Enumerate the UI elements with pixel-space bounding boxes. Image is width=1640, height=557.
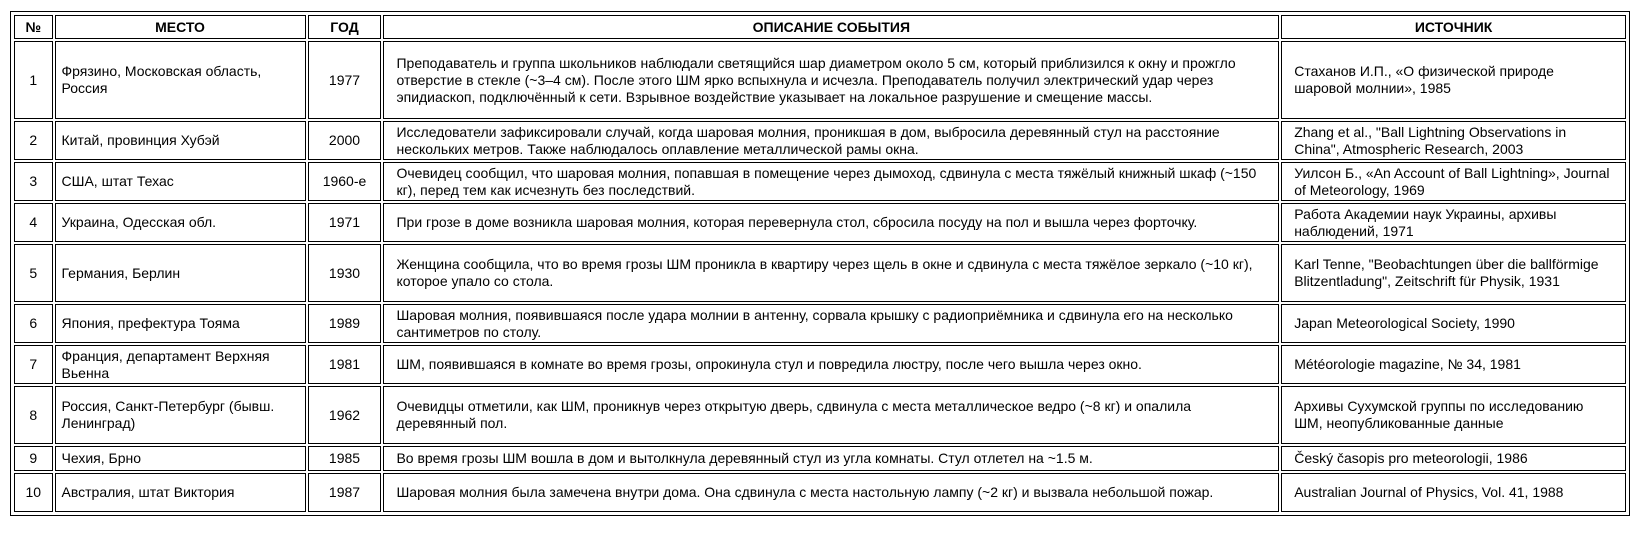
cell-num: 6 [14,304,53,343]
cell-place: Украина, Одесская обл. [55,203,306,242]
cell-place: Россия, Санкт-Петербург (бывш. Ленинград) [55,386,306,444]
table-row [14,41,1626,119]
header-source: ИСТОЧНИК [1281,15,1626,39]
cell-year: 1989 [308,304,382,343]
table-row [14,162,1626,201]
cell-place: США, штат Техас [55,162,306,201]
cell-description: Преподаватель и группа школьников наблюдали светящийся шар диаметром около 5 см, который приблизился к окну и прожгло отверстие в стекле (~3–4 см). После этого ШМ ярко вспыхнула и исчезла. Преподаватель получил электрический удар через эпидиаскоп, подключённый к сети. Взрывное воздействие указывает на локальное разрушение и смещение массы. [383,41,1279,119]
header-row [14,15,1626,39]
table-row [14,203,1626,242]
cell-source: Уилсон Б., «An Account of Ball Lightning», Journal of Meteorology, 1969 [1281,162,1626,201]
cell-num: 8 [14,386,53,444]
cell-num: 7 [14,345,53,384]
header-year: ГОД [308,15,382,39]
cell-source: Météorologie magazine, № 34, 1981 [1281,345,1626,384]
cell-year: 1977 [308,41,382,119]
cell-num: 5 [14,244,53,302]
header-num: № [14,15,53,39]
cell-year: 1930 [308,244,382,302]
table-row [14,121,1626,160]
cell-year: 2000 [308,121,382,160]
cell-description: Очевидец сообщил, что шаровая молния, попавшая в помещение через дымоход, сдвинула с места тяжёлый книжный шкаф (~150 кг), перед тем как исчезнуть без последствий. [383,162,1279,201]
cell-description: ШМ, появившаяся в комнате во время грозы, опрокинула стул и повредила люстру, после чего вышла через окно. [383,345,1279,384]
events-table-frame [10,11,1630,516]
header-description: ОПИСАНИЕ СОБЫТИЯ [383,15,1279,39]
cell-year: 1985 [308,446,382,471]
cell-num: 4 [14,203,53,242]
table-row [14,345,1626,384]
cell-description: Очевидцы отметили, как ШМ, проникнув через открытую дверь, сдвинула с места металлическое ведро (~8 кг) и опалила деревянный пол. [383,386,1279,444]
cell-num: 10 [14,473,53,512]
cell-place: Германия, Берлин [55,244,306,302]
cell-description: Во время грозы ШМ вошла в дом и вытолкнула деревянный стул из угла комнаты. Стул отлетел на ~1.5 м. [383,446,1279,471]
cell-year: 1960-е [308,162,382,201]
header-place: МЕСТО [55,15,306,39]
cell-year: 1971 [308,203,382,242]
events-table [12,13,1628,514]
cell-place: Франция, департамент Верхняя Вьенна [55,345,306,384]
cell-year: 1987 [308,473,382,512]
cell-place: Чехия, Брно [55,446,306,471]
cell-num: 1 [14,41,53,119]
table-row [14,446,1626,471]
cell-source: Работа Академии наук Украины, архивы наблюдений, 1971 [1281,203,1626,242]
cell-source: Český časopis pro meteorologii, 1986 [1281,446,1626,471]
cell-description: Шаровая молния, появившаяся после удара молнии в антенну, сорвала крышку с радиоприёмника и сдвинула его на несколько сантиметров по столу. [383,304,1279,343]
table-row [14,473,1626,512]
cell-source: Архивы Сухумской группы по исследованию ШМ, неопубликованные данные [1281,386,1626,444]
cell-year: 1962 [308,386,382,444]
cell-year: 1981 [308,345,382,384]
cell-num: 3 [14,162,53,201]
table-row [14,386,1626,444]
cell-place: Фрязино, Московская область, Россия [55,41,306,119]
cell-source: Zhang et al., "Ball Lightning Observations in China", Atmospheric Research, 2003 [1281,121,1626,160]
cell-place: Австралия, штат Виктория [55,473,306,512]
cell-source: Japan Meteorological Society, 1990 [1281,304,1626,343]
cell-source: Karl Tenne, "Beobachtungen über die ballförmige Blitzentladung", Zeitschrift für Physik, 1931 [1281,244,1626,302]
cell-num: 9 [14,446,53,471]
cell-description: При грозе в доме возникла шаровая молния, которая перевернула стол, сбросила посуду на пол и вышла через форточку. [383,203,1279,242]
table-row [14,304,1626,343]
table-row [14,244,1626,302]
cell-place: Япония, префектура Тояма [55,304,306,343]
cell-description: Женщина сообщила, что во время грозы ШМ проникла в квартиру через щель в окне и сдвинула с места тяжёлое зеркало (~10 кг), которое упало со стола. [383,244,1279,302]
cell-description: Исследователи зафиксировали случай, когда шаровая молния, проникшая в дом, выбросила деревянный стул на расстояние нескольких метров. Также наблюдалось оплавление металлической рамы окна. [383,121,1279,160]
cell-source: Стаханов И.П., «О физической природе шаровой молнии», 1985 [1281,41,1626,119]
cell-source: Australian Journal of Physics, Vol. 41, 1988 [1281,473,1626,512]
cell-num: 2 [14,121,53,160]
table-body [14,41,1626,512]
cell-place: Китай, провинция Хубэй [55,121,306,160]
cell-description: Шаровая молния была замечена внутри дома. Она сдвинула с места настольную лампу (~2 кг) и вызвала небольшой пожар. [383,473,1279,512]
